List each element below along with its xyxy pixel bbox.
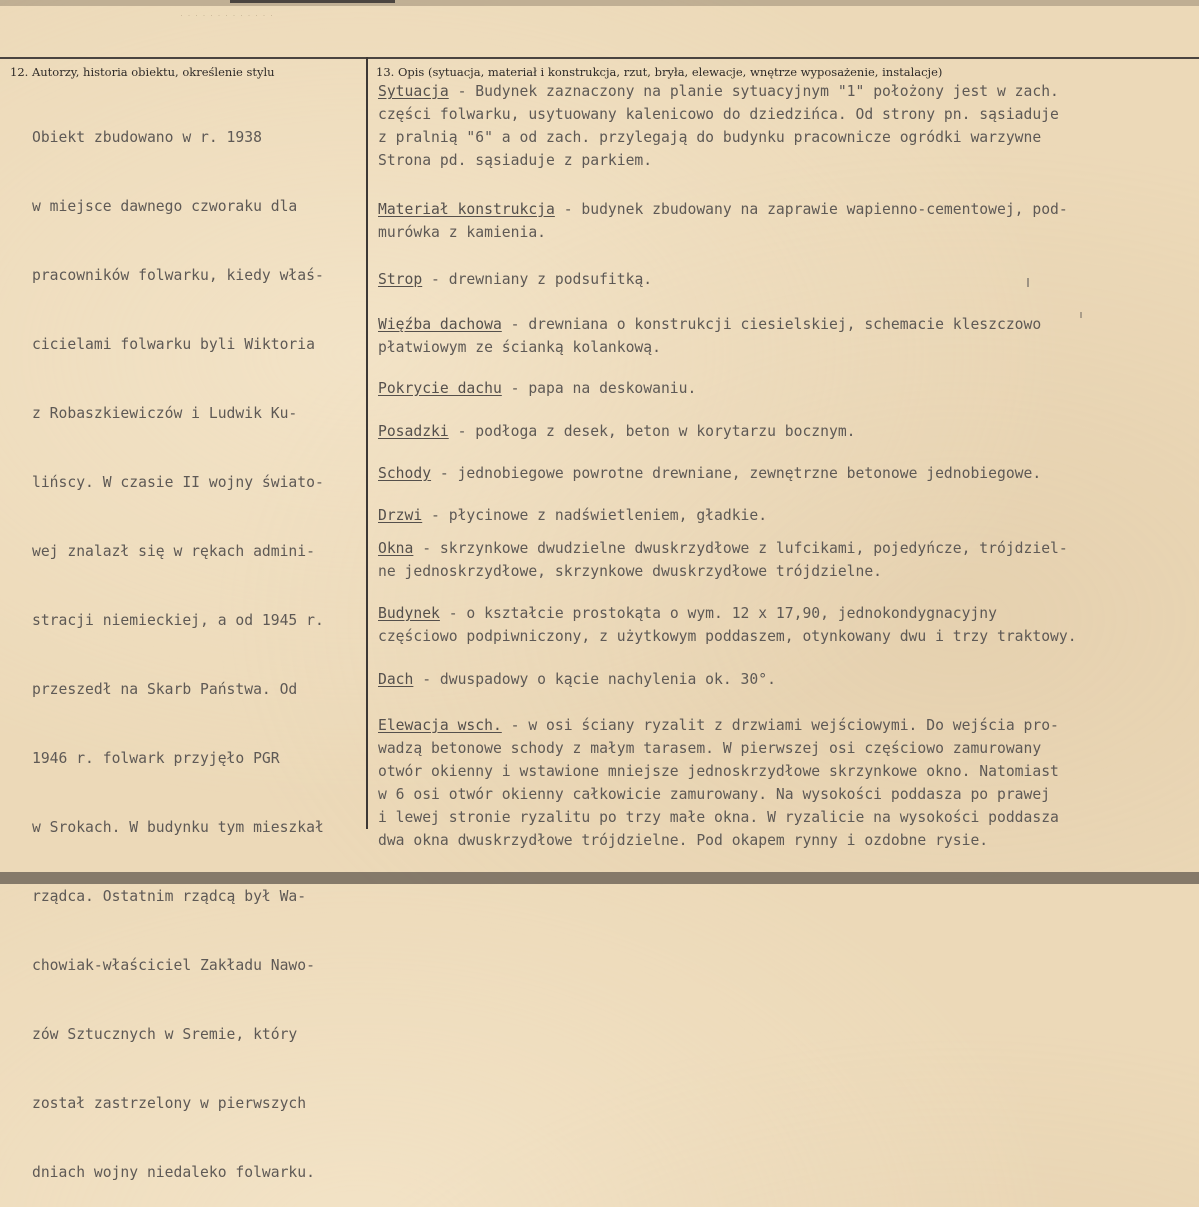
label-material: Materiał konstrukcja — [378, 201, 555, 218]
label-elewacja: Elewacja wsch. — [378, 717, 502, 734]
paragraph-line: w 6 osi otwór okienny całkowicie zamurowany. Na wysokości poddasza po prawej — [378, 786, 1051, 803]
paragraph-line: części folwarku, usytuowany kalenicowo do dziedzińca. Od strony pn. sąsiaduje — [378, 106, 1059, 123]
history-line: zów Sztucznych w Sremie, który — [32, 1026, 298, 1043]
history-line: pracowników folwarku, kiedy właś- — [32, 267, 324, 284]
paragraph-pokrycie — [378, 377, 696, 400]
column-divider — [366, 57, 368, 829]
form-top-rule — [0, 57, 1199, 59]
paragraph-line: i lewej stronie ryzalitu po trzy małe okna. W ryzalicie na wysokości poddasza — [378, 809, 1059, 826]
history-line: Obiekt zbudowano w r. 1938 — [32, 129, 262, 146]
paragraph-dach — [378, 668, 776, 691]
top-rule-fragment — [230, 0, 395, 3]
paragraph-line: - o kształcie prostokąta o wym. 12 x 17,90, jednokondygnacyjny — [439, 605, 997, 622]
paragraph-posadzki — [378, 420, 856, 443]
paragraph-line: - drewniany z podsufitką. — [422, 271, 653, 288]
history-line: chowiak-właściciel Zakładu Nawo- — [32, 957, 315, 974]
history-line: wej znalazł się w rękach admini- — [32, 543, 315, 560]
scan-top-edge — [0, 0, 1199, 6]
label-sytuacja: Sytuacja — [378, 83, 449, 100]
label-budynek: Budynek — [378, 605, 440, 622]
paragraph-line: - skrzynkowe dwudzielne dwuskrzydłowe z lufcikami, pojedyńcze, trójdziel- — [413, 540, 1068, 557]
paragraph-budynek — [378, 602, 1077, 648]
paragraph-sytuacja — [378, 80, 1059, 172]
paragraph-line: dwa okna dwuskrzydłowe trójdzielne. Pod okapem rynny i ozdobne rysie. — [378, 832, 989, 849]
label-posadzki: Posadzki — [378, 423, 449, 440]
paper-mark — [1027, 278, 1029, 287]
paragraph-line: - płycinowe z nadświetleniem, gładkie. — [422, 507, 768, 524]
label-pokrycie: Pokrycie dachu — [378, 380, 502, 397]
paragraph-line: - jednobiegowe powrotne drewniane, zewnętrzne betonowe jednobiegowe. — [431, 465, 1042, 482]
label-wiezba: Więźba dachowa — [378, 316, 502, 333]
history-line: z Robaszkiewiczów i Ludwik Ku- — [32, 405, 298, 422]
label-dach: Dach — [378, 671, 414, 688]
paragraph-line: Strona pd. sąsiaduje z parkiem. — [378, 152, 653, 169]
paragraph-line: - dwuspadowy o kącie nachylenia ok. 30°. — [413, 671, 776, 688]
paragraph-line: z pralnią "6" a od zach. przylegają do budynku pracownicze ogródki warzywne — [378, 129, 1042, 146]
faint-header-text: · · · · · · · · · · · · · — [180, 10, 274, 20]
history-text — [32, 80, 324, 1207]
history-line: został zastrzelony w pierwszych — [32, 1095, 307, 1112]
history-line: dniach wojny niedaleko folwarku. — [32, 1164, 315, 1181]
paragraph-okna — [378, 537, 1068, 583]
paragraph-elewacja — [378, 714, 1059, 852]
scan-bottom-edge — [0, 872, 1199, 884]
paragraph-line: częściowo podpiwniczony, z użytkowym poddaszem, otynkowany dwu i trzy traktowy. — [378, 628, 1077, 645]
paragraph-line: murówka z kamienia. — [378, 224, 547, 241]
paragraph-schody — [378, 462, 1041, 485]
history-line: w miejsce dawnego czworaku dla — [32, 198, 298, 215]
history-line: cicielami folwarku byli Wiktoria — [32, 336, 315, 353]
paragraph-line: - budynek zbudowany na zaprawie wapienno-cementowej, pod- — [554, 201, 1068, 218]
paragraph-line: płatwiowym ze ścianką kolankową. — [378, 339, 661, 356]
section-12-heading: 12. Autorzy, historia obiektu, określenie stylu — [10, 65, 275, 79]
paragraph-line: - Budynek zaznaczony na planie sytuacyjnym "1" położony jest w zach. — [448, 83, 1059, 100]
paragraph-line: - w osi ściany ryzalit z drzwiami wejściowymi. Do wejścia pro- — [501, 717, 1059, 734]
history-line: 1946 r. folwark przyjęło PGR — [32, 750, 280, 767]
section-13-heading: 13. Opis (sytuacja, materiał i konstrukcja, rzut, bryła, elewacje, wnętrze wyposażenie, instalacje) — [376, 65, 943, 79]
history-line: lińscy. W czasie II wojny świato- — [32, 474, 324, 491]
history-line: w Srokach. W budynku tym mieszkał — [32, 819, 324, 836]
paragraph-line: wadzą betonowe schody z małym tarasem. W pierwszej osi częściowo zamurowany — [378, 740, 1042, 757]
label-okna: Okna — [378, 540, 414, 557]
history-line: przeszedł na Skarb Państwa. Od — [32, 681, 298, 698]
label-schody: Schody — [378, 465, 432, 482]
paragraph-line: otwór okienny i wstawione mniejsze jednoskrzydłowe skrzynkowe okno. Natomiast — [378, 763, 1059, 780]
paragraph-line: - drewniana o konstrukcji ciesielskiej, schemacie kleszczowo — [501, 316, 1042, 333]
label-drzwi: Drzwi — [378, 507, 423, 524]
paragraph-line: - podłoga z desek, beton w korytarzu bocznym. — [448, 423, 856, 440]
paragraph-strop — [378, 268, 652, 291]
paragraph-line: - papa na deskowaniu. — [501, 380, 697, 397]
history-line: stracji niemieckiej, a od 1945 r. — [32, 612, 324, 629]
paper-mark — [1080, 312, 1082, 318]
paragraph-material — [378, 198, 1068, 244]
paragraph-drzwi — [378, 504, 767, 527]
paragraph-wiezba — [378, 313, 1041, 359]
history-line: rządca. Ostatnim rządcą był Wa- — [32, 888, 307, 905]
paragraph-line: ne jednoskrzydłowe, skrzynkowe dwuskrzydłowe trójdzielne. — [378, 563, 883, 580]
label-strop: Strop — [378, 271, 423, 288]
